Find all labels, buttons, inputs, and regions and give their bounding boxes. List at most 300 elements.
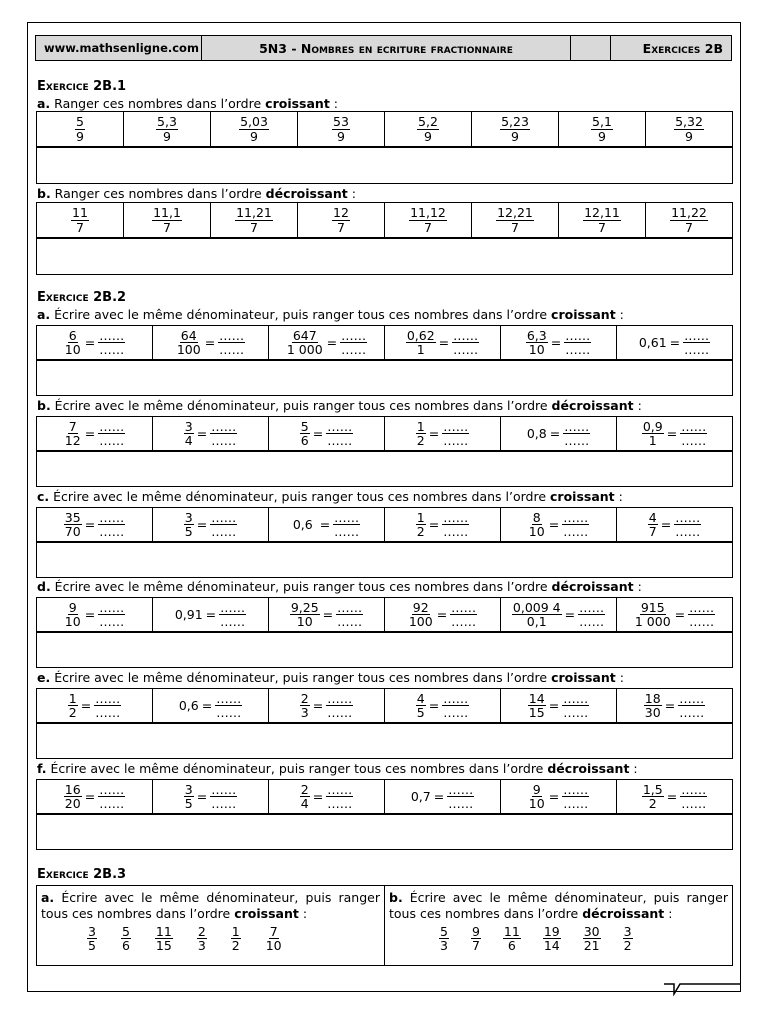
fraction <box>64 601 82 628</box>
numerator: 11 <box>72 205 88 221</box>
part-end: : <box>614 489 623 504</box>
blank-denominator[interactable]: …… <box>327 705 353 720</box>
blank-fraction[interactable] <box>562 692 589 719</box>
numerator: 5,23 <box>501 114 529 130</box>
blank-numerator[interactable]: …… <box>99 509 125 525</box>
blank-denominator[interactable]: …… <box>216 705 242 720</box>
blank-fraction[interactable] <box>219 601 246 628</box>
blank-fraction[interactable] <box>563 420 590 447</box>
blank-denominator[interactable]: …… <box>219 342 245 357</box>
ex1b-instruction <box>37 186 356 201</box>
blank-denominator[interactable]: …… <box>443 433 469 448</box>
denominator: 6 <box>121 938 130 954</box>
fraction <box>290 601 320 628</box>
numerator: 64 <box>180 327 197 343</box>
blank-fraction[interactable] <box>562 783 589 810</box>
numerator: 5,03 <box>240 114 268 130</box>
ex2-cell <box>37 417 153 451</box>
numerator: 5,3 <box>157 114 177 130</box>
blank-fraction[interactable] <box>98 601 125 628</box>
blank-fraction[interactable] <box>340 329 367 356</box>
blank-numerator[interactable]: …… <box>443 418 469 434</box>
blank-denominator[interactable]: …… <box>211 524 237 539</box>
part-end: : <box>615 670 624 685</box>
blank-fraction[interactable] <box>94 692 121 719</box>
ex1b-cell <box>211 203 298 238</box>
blank-denominator[interactable]: …… <box>675 524 701 539</box>
blank-numerator[interactable]: …… <box>563 690 589 706</box>
blank-denominator[interactable]: …… <box>443 524 469 539</box>
blank-denominator[interactable]: …… <box>211 433 237 448</box>
equals-sign: = <box>666 789 678 804</box>
blank-denominator[interactable]: …… <box>341 342 367 357</box>
header-spacer <box>571 36 611 60</box>
blank-fraction[interactable] <box>210 420 237 447</box>
ex2-cell <box>269 689 385 723</box>
ex3-box <box>36 885 733 966</box>
blank-denominator[interactable]: …… <box>99 342 125 357</box>
decimal-number: 0,7 <box>410 789 431 804</box>
blank-fraction[interactable] <box>674 511 701 538</box>
ex2-cell <box>37 780 153 814</box>
equals-sign: = <box>549 426 561 441</box>
blank-fraction[interactable] <box>680 783 707 810</box>
fraction <box>583 925 601 952</box>
blank-numerator[interactable]: …… <box>341 327 367 343</box>
blank-fraction[interactable] <box>218 329 245 356</box>
ex1a-numbers-row <box>36 111 733 147</box>
blank-denominator[interactable]: …… <box>579 614 605 629</box>
blank-numerator[interactable]: …… <box>689 599 715 615</box>
decimal-number: 0,8 <box>526 426 547 441</box>
equals-sign: = <box>428 426 440 441</box>
blank-fraction[interactable] <box>452 329 479 356</box>
ex2-cell <box>37 689 153 723</box>
ex2-cell <box>385 417 501 451</box>
ex2-cell <box>153 417 269 451</box>
fraction <box>583 206 621 233</box>
denominator: 1 000 <box>286 342 323 357</box>
blank-numerator[interactable]: …… <box>99 781 125 797</box>
ex1b-numbers-row <box>36 202 733 238</box>
fraction <box>648 511 658 538</box>
blank-numerator[interactable]: …… <box>334 509 360 525</box>
blank-numerator[interactable]: …… <box>327 781 353 797</box>
ex3b-panel[interactable] <box>385 886 732 965</box>
ex2-cell <box>617 508 733 542</box>
blank-numerator[interactable]: …… <box>579 599 605 615</box>
denominator: 2 <box>231 938 240 954</box>
equals-sign: = <box>319 517 331 532</box>
ex2-cell <box>501 417 617 451</box>
fraction <box>121 925 131 952</box>
numerator: 3 <box>184 781 193 797</box>
ex2-part-instruction <box>37 398 642 413</box>
blank-fraction[interactable] <box>210 511 237 538</box>
numerator: 5,32 <box>675 114 703 130</box>
blank-fraction[interactable] <box>333 511 360 538</box>
fraction <box>332 206 350 233</box>
equals-sign: = <box>669 335 681 350</box>
ex1a-text: Ranger ces nombres dans l’ordre <box>50 96 266 111</box>
numerator: 6,3 <box>526 327 547 343</box>
fraction <box>500 115 530 142</box>
fraction <box>300 692 310 719</box>
denominator: 2 <box>68 705 77 720</box>
blank-fraction[interactable] <box>98 783 125 810</box>
equals-sign: = <box>436 607 448 622</box>
ex3a-panel[interactable] <box>37 886 385 965</box>
numerator: 2 <box>300 781 309 797</box>
blank-numerator[interactable]: …… <box>681 781 707 797</box>
ex2-numbers-row <box>36 507 733 542</box>
denominator: 0,1 <box>526 614 547 629</box>
part-text: Écrire avec le même dénominateur, puis ranger tous ces nombres dans l’ordre <box>46 761 548 776</box>
part-keyword: croissant <box>551 307 616 322</box>
ex2-cell <box>385 598 501 632</box>
blank-denominator[interactable]: …… <box>681 796 707 811</box>
blank-numerator[interactable]: …… <box>99 599 125 615</box>
denominator: 20 <box>64 796 81 811</box>
fraction <box>591 115 613 142</box>
blank-denominator[interactable]: …… <box>565 342 591 357</box>
ex1b-cell <box>559 203 646 238</box>
denominator: 10 <box>64 614 81 629</box>
numerator: 0,009 4 <box>512 599 561 615</box>
numerator: 3 <box>623 924 632 940</box>
fraction <box>439 925 449 952</box>
fraction <box>156 115 178 142</box>
fraction <box>235 206 273 233</box>
blank-denominator[interactable]: …… <box>563 524 589 539</box>
numerator: 11,21 <box>236 205 272 221</box>
blank-numerator[interactable]: …… <box>563 509 589 525</box>
ex2-cell <box>385 780 501 814</box>
blank-fraction[interactable] <box>688 601 715 628</box>
part-letter: b. <box>37 398 51 413</box>
fraction <box>332 115 350 142</box>
ex3b-text: Écrire avec le même dénominateur, puis ranger tous ces nombres dans l’ordre <box>389 890 728 921</box>
ex3a-keyword: croissant <box>234 905 299 921</box>
ex1b-text: Ranger ces nombres dans l’ordre <box>50 186 266 201</box>
numerator: 92 <box>412 599 429 615</box>
blank-fraction[interactable] <box>98 329 125 356</box>
fraction <box>642 420 664 447</box>
blank-denominator[interactable]: …… <box>443 705 469 720</box>
fraction <box>416 420 426 447</box>
ex2-cell <box>385 508 501 542</box>
blank-fraction[interactable] <box>215 692 242 719</box>
ex1b-cell <box>37 203 124 238</box>
blank-fraction[interactable] <box>442 692 469 719</box>
ex2-cell <box>37 508 153 542</box>
ex3a-text: Écrire avec le même dénominateur, puis ranger tous ces nombres dans l’ordre <box>41 890 380 921</box>
blank-denominator[interactable]: …… <box>563 796 589 811</box>
equals-sign: = <box>84 335 96 350</box>
denominator: 10 <box>528 342 545 357</box>
blank-numerator[interactable]: …… <box>327 690 353 706</box>
blank-numerator[interactable]: …… <box>565 327 591 343</box>
denominator: 12 <box>64 433 81 448</box>
ex3b-fractions <box>389 925 728 952</box>
decimal-number: 0,6 <box>292 517 317 532</box>
ex2-cell <box>269 417 385 451</box>
denominator: 5 <box>88 938 96 954</box>
numerator: 16 <box>64 781 81 797</box>
blank-numerator[interactable]: …… <box>99 327 125 343</box>
fraction <box>286 329 324 356</box>
denominator: 70 <box>64 524 81 539</box>
numerator: 12,11 <box>584 205 620 221</box>
ex2-cell <box>501 689 617 723</box>
blank-numerator[interactable]: …… <box>211 781 237 797</box>
ex2-numbers-row <box>36 597 733 632</box>
blank-denominator[interactable]: …… <box>334 524 360 539</box>
denominator: 10 <box>265 938 282 954</box>
fraction <box>543 925 561 952</box>
decimal-number: 0,6 <box>178 698 199 713</box>
part-keyword: décroissant <box>551 579 634 594</box>
denominator: 7 <box>424 219 432 235</box>
ex2-answer-box[interactable] <box>36 360 733 396</box>
blank-fraction[interactable] <box>683 329 710 356</box>
ex1b-keyword: décroissant <box>265 186 348 201</box>
blank-numerator[interactable]: …… <box>337 599 363 615</box>
blank-denominator[interactable]: …… <box>95 705 121 720</box>
denominator: 7 <box>648 524 657 539</box>
blank-fraction[interactable] <box>450 601 477 628</box>
blank-numerator[interactable]: …… <box>443 509 469 525</box>
blank-fraction[interactable] <box>326 783 353 810</box>
denominator: 9 <box>685 128 693 144</box>
blank-fraction[interactable] <box>326 420 353 447</box>
ex1b-answer-box[interactable] <box>36 238 733 275</box>
ex1b-cell <box>124 203 211 238</box>
site-url[interactable]: www.mathsenligne.com <box>36 36 202 60</box>
ex1a-cell <box>211 112 298 147</box>
ex2-answer-box[interactable] <box>36 542 733 578</box>
numerator: 915 <box>640 599 665 615</box>
blank-numerator[interactable]: …… <box>95 690 121 706</box>
numerator: 0,9 <box>642 418 663 434</box>
fraction <box>406 329 436 356</box>
blank-numerator[interactable]: …… <box>327 418 353 434</box>
part-text: Écrire avec le même dénominateur, puis ranger tous ces nombres dans l’ordre <box>50 307 552 322</box>
equals-sign: = <box>428 698 440 713</box>
blank-numerator[interactable]: …… <box>99 418 125 434</box>
ex2-answer-box[interactable] <box>36 723 733 759</box>
fraction <box>197 925 207 952</box>
blank-denominator[interactable]: …… <box>99 796 125 811</box>
denominator: 6 <box>507 938 516 954</box>
numerator: 0,62 <box>406 327 435 343</box>
ex2-answer-box[interactable] <box>36 814 733 850</box>
blank-fraction[interactable] <box>210 783 237 810</box>
blank-denominator[interactable]: …… <box>453 342 479 357</box>
ex2-part-instruction <box>37 670 624 685</box>
blank-denominator[interactable]: …… <box>327 796 353 811</box>
ex1a-cell <box>37 112 124 147</box>
denominator: 100 <box>408 614 433 629</box>
blank-denominator[interactable]: …… <box>451 614 477 629</box>
denominator: 5 <box>416 705 425 720</box>
page-corner-mark <box>664 982 744 996</box>
fraction <box>184 511 194 538</box>
ex3b-letter: b. <box>389 890 403 905</box>
ex2-numbers-row <box>36 416 733 451</box>
fraction <box>634 601 672 628</box>
numerator: 4 <box>416 690 425 706</box>
part-text: Écrire avec le même dénominateur, puis ranger tous ces nombres dans l’ordre <box>50 670 552 685</box>
equals-sign: = <box>312 426 324 441</box>
blank-denominator[interactable]: …… <box>337 614 363 629</box>
ex2-title: Exercice 2B.2 <box>37 290 127 305</box>
blank-numerator[interactable]: …… <box>216 690 242 706</box>
equals-sign: = <box>201 698 213 713</box>
ex3b-end: : <box>664 905 673 921</box>
denominator: 7 <box>337 219 345 235</box>
blank-numerator[interactable]: …… <box>564 418 590 434</box>
blank-fraction[interactable] <box>564 329 591 356</box>
denominator: 14 <box>543 938 560 954</box>
fraction <box>184 420 194 447</box>
equals-sign: = <box>312 789 324 804</box>
blank-numerator[interactable]: …… <box>563 781 589 797</box>
blank-numerator[interactable]: …… <box>684 327 710 343</box>
blank-denominator[interactable]: …… <box>684 342 710 357</box>
blank-denominator[interactable]: …… <box>99 614 125 629</box>
ex2-answer-box[interactable] <box>36 451 733 487</box>
fraction <box>642 783 664 810</box>
blank-fraction[interactable] <box>680 420 707 447</box>
blank-numerator[interactable]: …… <box>219 327 245 343</box>
numerator: 11,12 <box>410 205 446 221</box>
blank-denominator[interactable]: …… <box>211 796 237 811</box>
blank-denominator[interactable]: …… <box>681 433 707 448</box>
part-keyword: croissant <box>551 670 616 685</box>
blank-fraction[interactable] <box>447 783 474 810</box>
ex1a-cell <box>472 112 559 147</box>
numerator: 9 <box>532 781 541 797</box>
blank-numerator[interactable]: …… <box>453 327 479 343</box>
ex1a-cell <box>298 112 385 147</box>
equals-sign: = <box>204 335 216 350</box>
ex1b-cell <box>646 203 733 238</box>
denominator: 4 <box>300 796 309 811</box>
ex2-cell <box>37 598 153 632</box>
blank-denominator[interactable]: …… <box>564 433 590 448</box>
blank-numerator[interactable]: …… <box>681 418 707 434</box>
blank-fraction[interactable] <box>578 601 605 628</box>
ex2-cell <box>153 780 269 814</box>
blank-numerator[interactable]: …… <box>451 599 477 615</box>
ex1a-cell <box>385 112 472 147</box>
denominator: 7 <box>76 219 84 235</box>
blank-denominator[interactable]: …… <box>99 433 125 448</box>
ex2-numbers-row <box>36 688 733 723</box>
ex2-cell <box>269 508 385 542</box>
blank-numerator[interactable]: …… <box>211 418 237 434</box>
equals-sign: = <box>548 698 560 713</box>
blank-fraction[interactable] <box>562 511 589 538</box>
ex2-answer-box[interactable] <box>36 632 733 668</box>
ex1a-answer-box[interactable] <box>36 147 733 184</box>
part-keyword: décroissant <box>547 761 630 776</box>
equals-sign: = <box>660 517 672 532</box>
ex2-cell <box>385 326 501 360</box>
part-end: : <box>615 307 624 322</box>
ex2-part-instruction <box>37 579 642 594</box>
blank-fraction[interactable] <box>442 511 469 538</box>
blank-denominator[interactable]: …… <box>220 614 246 629</box>
fraction <box>300 420 310 447</box>
numerator: 647 <box>292 327 317 343</box>
denominator: 15 <box>155 938 172 954</box>
blank-fraction[interactable] <box>326 692 353 719</box>
denominator: 10 <box>296 614 313 629</box>
ex1b-cell <box>385 203 472 238</box>
part-keyword: décroissant <box>551 398 634 413</box>
fraction <box>526 329 548 356</box>
numerator: 53 <box>333 114 349 130</box>
denominator: 10 <box>528 796 545 811</box>
blank-numerator[interactable]: …… <box>211 509 237 525</box>
numerator: 11,22 <box>671 205 707 221</box>
fraction <box>528 511 546 538</box>
fraction <box>87 925 97 952</box>
blank-denominator[interactable]: …… <box>679 705 705 720</box>
fraction <box>155 925 173 952</box>
ex1a-instruction <box>37 96 338 111</box>
ex2-cell <box>37 326 153 360</box>
blank-numerator[interactable]: …… <box>679 690 705 706</box>
fraction <box>409 206 447 233</box>
decimal-number: 0,91 <box>174 607 203 622</box>
blank-numerator[interactable]: …… <box>443 690 469 706</box>
blank-numerator[interactable]: …… <box>448 781 474 797</box>
equals-sign: = <box>438 335 450 350</box>
fraction <box>417 115 439 142</box>
blank-numerator[interactable]: …… <box>220 599 246 615</box>
blank-fraction[interactable] <box>98 511 125 538</box>
blank-denominator[interactable]: …… <box>563 705 589 720</box>
part-end: : <box>633 398 642 413</box>
denominator: 2 <box>648 796 657 811</box>
blank-denominator[interactable]: …… <box>689 614 715 629</box>
denominator: 9 <box>76 128 84 144</box>
ex2-cell <box>617 689 733 723</box>
denominator: 100 <box>176 342 201 357</box>
blank-numerator[interactable]: …… <box>675 509 701 525</box>
blank-denominator[interactable]: …… <box>448 796 474 811</box>
blank-fraction[interactable] <box>442 420 469 447</box>
blank-fraction[interactable] <box>678 692 705 719</box>
denominator: 7 <box>511 219 519 235</box>
numerator: 5,1 <box>592 114 612 130</box>
equals-sign: = <box>548 789 560 804</box>
denominator: 7 <box>471 938 480 954</box>
blank-fraction[interactable] <box>98 420 125 447</box>
ex1b-end: : <box>347 186 356 201</box>
part-letter: a. <box>37 307 51 322</box>
blank-denominator[interactable]: …… <box>327 433 353 448</box>
fraction <box>496 206 534 233</box>
denominator: 9 <box>424 128 432 144</box>
blank-denominator[interactable]: …… <box>99 524 125 539</box>
fraction <box>300 783 310 810</box>
fraction <box>231 925 241 952</box>
blank-fraction[interactable] <box>336 601 363 628</box>
